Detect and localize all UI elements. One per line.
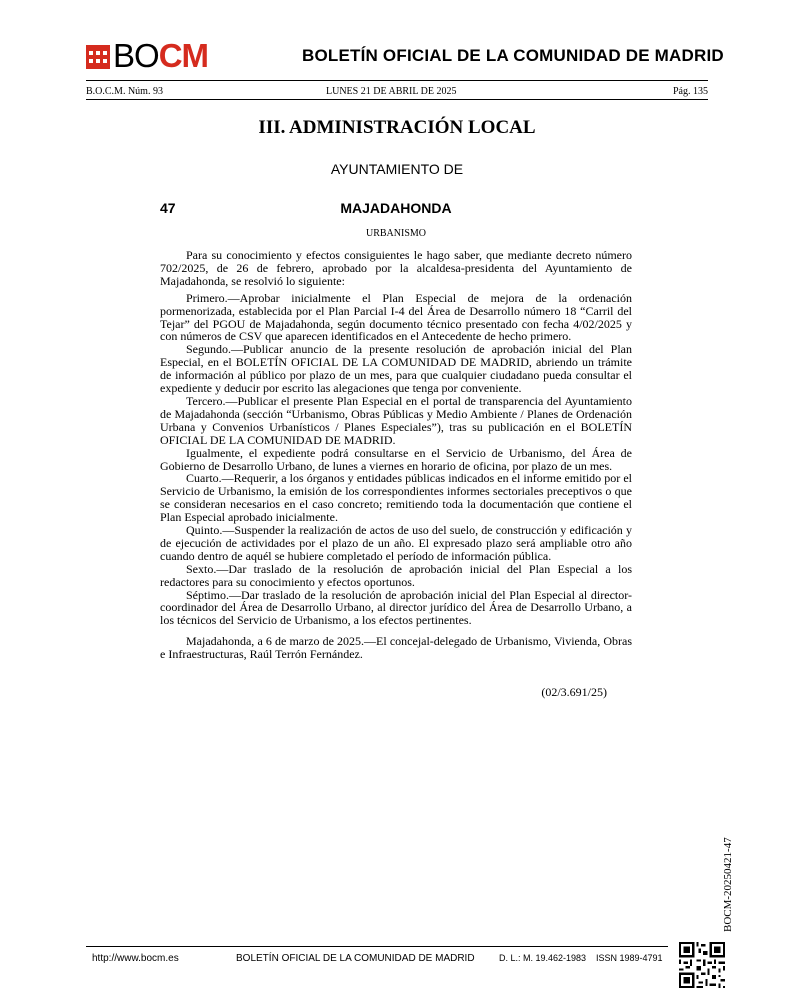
footer-rule bbox=[86, 946, 668, 947]
body-paragraph: Segundo.—Publicar anuncio de la presente resolución de aprobación inicial del Plan Especial, en el BOLETÍN OFICIAL DE LA COMUNIDAD DE MADRID, abriendo un trámite de información al público por plazo de un mes, para que cualquier ciudadano pueda consultar el expediente y deducir por escrito las alegaciones que tenga por conveniente. bbox=[160, 342, 632, 396]
footer-title: BOLETÍN OFICIAL DE LA COMUNIDAD DE MADRID bbox=[236, 953, 475, 964]
entity-label: AYUNTAMIENTO DE bbox=[330, 161, 464, 177]
header-rule-top bbox=[86, 80, 708, 81]
logo-wordmark: BOCM bbox=[113, 37, 209, 74]
masthead-title: BOLETÍN OFICIAL DE LA COMUNIDAD DE MADRID bbox=[302, 46, 724, 65]
issue-date: LUNES 21 DE ABRIL DE 2025 bbox=[326, 86, 457, 97]
issue-number: B.O.C.M. Núm. 93 bbox=[86, 86, 163, 97]
announcement-number: 47 bbox=[160, 200, 176, 216]
document-code: BOCM-20250421-47 bbox=[722, 837, 734, 932]
town-name: MAJADAHONDA bbox=[340, 200, 452, 216]
header-rule-bottom bbox=[86, 99, 708, 100]
page-number: Pág. 135 bbox=[673, 86, 708, 97]
madrid-flag-icon bbox=[86, 45, 110, 69]
body-paragraph: Séptimo.—Dar traslado de la resolución de aprobación inicial del Plan Especial al director-coordinador del Área de Desarrollo Urbano, al director jurídico del Área de Desarrollo Urbano, a los técnicos del Servicio de Urbanismo, a los efectos pertinentes. bbox=[160, 587, 632, 628]
body-paragraph: Igualmente, el expediente podrá consultarse en el Servicio de Urbanismo, del Área de Gobierno de Desarrollo Urbano, de lunes a viernes en horario de oficina, por plazo de un mes. bbox=[160, 445, 632, 473]
legal-deposit: D. L.: M. 19.462-1983 bbox=[499, 953, 587, 963]
signature: Majadahonda, a 6 de marzo de 2025.—El concejal-delegado de Urbanismo, Vivienda, Obras e Infraestructuras, Raúl Terrón Fernández. bbox=[160, 634, 632, 662]
body-paragraph: Para su conocimiento y efectos consiguientes le hago saber, que mediante decreto número 702/2025, de 26 de febrero, aprobado por la alcaldesa-presidenta del Ayuntamiento de Majadahonda, se resolvió lo siguiente: bbox=[160, 248, 632, 288]
section-title: III. ADMINISTRACIÓN LOCAL bbox=[258, 117, 536, 138]
body-paragraph: Sexto.—Dar traslado de la resolución de aprobación inicial del Plan Especial a los redactores para su conocimiento y efectos oportunos. bbox=[160, 561, 632, 589]
bocm-logo bbox=[86, 37, 209, 74]
website-link[interactable]: http://www.bocm.es bbox=[92, 953, 179, 964]
body-paragraph: Quinto.—Suspender la realización de actos de uso del suelo, de construcción y edificación y de ejecución de actividades por el plazo de un año. El expresado plazo será ampliable otro año cuando dentro de aquél se hubiere completado el período de información pública. bbox=[160, 523, 632, 563]
body-paragraph: Tercero.—Publicar el presente Plan Especial en el portal de transparencia del Ayuntamiento de Majadahonda (sección “Urbanismo, Obras Públicas y Medio Ambiente / Planes de Ordenación Urbana y Convenios Urbanísticos / Planes Especiales”), tras su publicación en el BOLETÍN OFICIAL DE LA COMUNIDAD DE MADRID. bbox=[160, 393, 632, 447]
issn: ISSN 1989-4791 bbox=[596, 953, 663, 963]
body-paragraph: Cuarto.—Requerir, a los órganos y entidades públicas indicados en el informe emitido por el Servicio de Urbanismo, la emisión de los correspondientes informes sectoriales preceptivos o que se consideran necesarios en el caso concreto; remitiendo toda la documentación que contiene el Plan Especial aprobado inicialmente. bbox=[160, 471, 632, 525]
body-paragraph: Primero.—Aprobar inicialmente el Plan Especial de mejora de la ordenación pormenorizada, establecida por el Plan Parcial I-4 del Área de Desarrollo número 18 “Carril del Tejar” del PGOU de Majadahonda, según documento técnico presentado con fecha 4/02/2025 y con números de CSV que aparecen identificados en el Antecedente de hecho primero. bbox=[160, 290, 632, 344]
qr-code-icon bbox=[679, 942, 725, 988]
announcement-topic: URBANISMO bbox=[365, 228, 426, 239]
reference-code: (02/3.691/25) bbox=[541, 685, 607, 699]
announcement-body bbox=[160, 249, 632, 661]
